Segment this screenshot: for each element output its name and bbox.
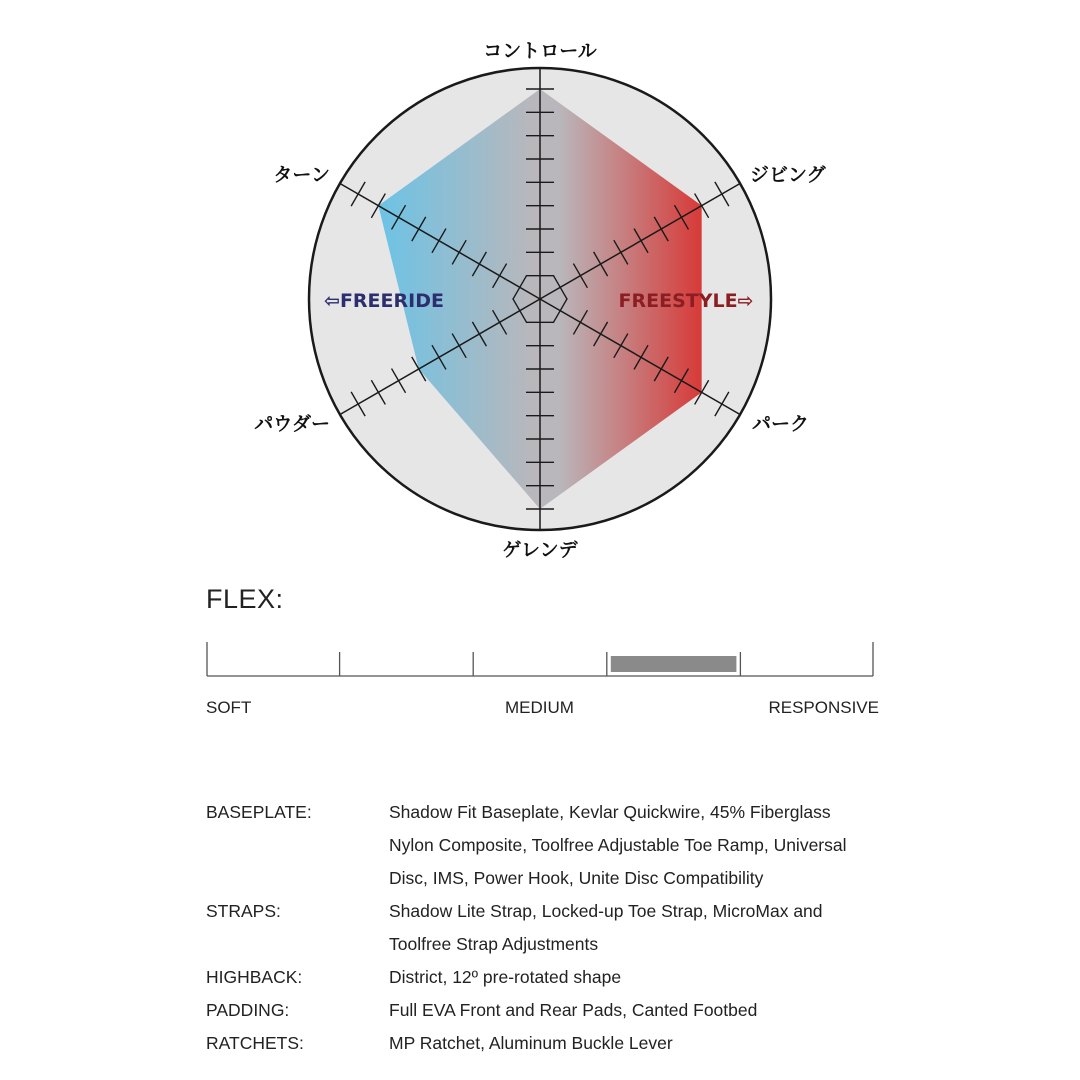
- spec-row: [206, 961, 896, 994]
- flex-title: FLEX:: [206, 584, 284, 614]
- spec-row: [206, 994, 896, 1027]
- spec-value: [389, 895, 896, 961]
- spec-key: PADDING:: [206, 1000, 290, 1020]
- spec-value: [389, 1027, 896, 1060]
- spec-key: HIGHBACK:: [206, 967, 303, 987]
- freestyle-label: FREESTYLE⇨: [618, 290, 754, 312]
- spec-key: STRAPS:: [206, 901, 281, 921]
- axis-jibbing-label: ジビング: [750, 164, 826, 186]
- flex-label-responsive: RESPONSIVE: [768, 698, 879, 717]
- axis-turn-label: ターン: [273, 164, 330, 186]
- spec-value-line: District, 12º pre-rotated shape: [389, 967, 622, 987]
- spec-value: [389, 994, 896, 1027]
- spec-key: RATCHETS:: [206, 1033, 304, 1053]
- spec-value-line: Disc, IMS, Power Hook, Unite Disc Compatibility: [389, 868, 764, 888]
- flex-label-soft: SOFT: [206, 698, 252, 717]
- spec-value: [389, 961, 896, 994]
- spec-value-line: MP Ratchet, Aluminum Buckle Lever: [389, 1033, 673, 1053]
- spec-row: [206, 895, 896, 961]
- spec-row: [206, 1027, 896, 1060]
- axis-control-label: コントロール: [483, 40, 597, 62]
- spec-value-line: Full EVA Front and Rear Pads, Canted Footbed: [389, 1000, 758, 1020]
- spec-value-line: Shadow Fit Baseplate, Kevlar Quickwire, 45% Fiberglass: [389, 802, 831, 822]
- flex-label-medium: MEDIUM: [505, 698, 574, 717]
- spec-value-line: Nylon Composite, Toolfree Adjustable Toe Ramp, Universal: [389, 835, 847, 855]
- flex-indicator-bar: [611, 656, 737, 672]
- spec-row: [206, 796, 896, 895]
- spec-value-line: Toolfree Strap Adjustments: [389, 934, 599, 954]
- axis-piste-label: ゲレンデ: [502, 539, 578, 561]
- spec-key: BASEPLATE:: [206, 802, 312, 822]
- flex-scale: [206, 640, 874, 680]
- spec-value-line: Shadow Lite Strap, Locked-up Toe Strap, MicroMax and: [389, 901, 823, 921]
- spec-value: [389, 796, 896, 895]
- axis-park-label: パーク: [752, 413, 810, 435]
- freeride-label: ⇦FREERIDE: [324, 290, 444, 312]
- spec-list: [206, 796, 896, 1060]
- axis-powder-label: パウダー: [254, 413, 330, 435]
